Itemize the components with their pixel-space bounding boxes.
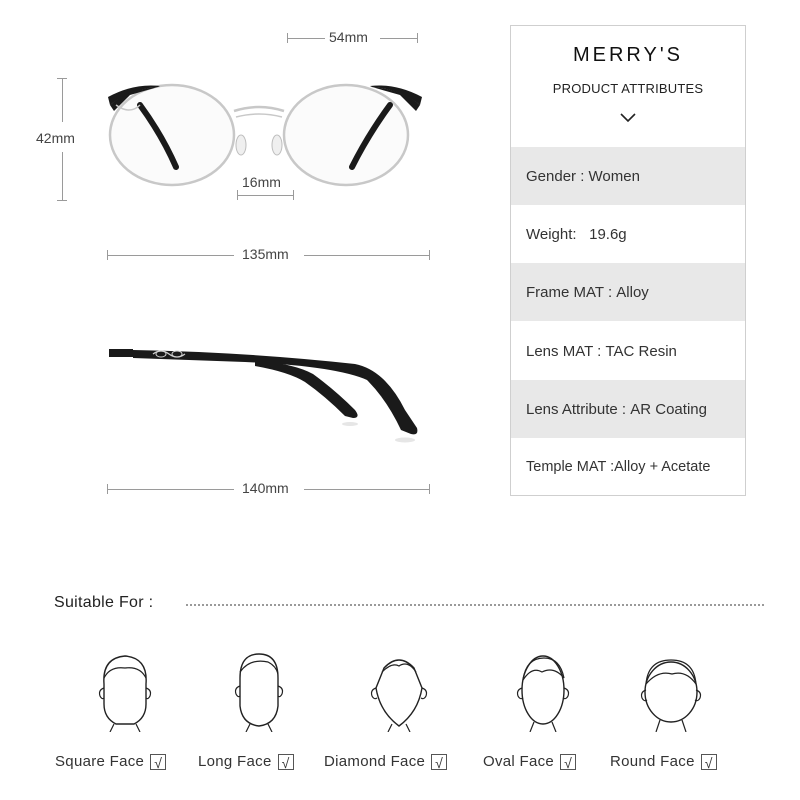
lens-width-tick-right [417,33,418,43]
lens-width-tick-left [287,33,288,43]
frame-width-line-right [304,255,429,256]
lens-height-tick-bottom [57,200,67,201]
product-attributes-panel [510,25,746,496]
frame-width-tick-right [429,250,430,260]
face-option-diamond [324,753,447,770]
attr-value: Alloy [616,283,649,301]
face-label-text: Diamond Face [324,753,426,770]
attr-label: Weight: [526,225,577,243]
temple-length-label: 140mm [242,480,289,496]
attr-row-lens-mat [511,322,745,380]
attr-row-gender [511,147,745,205]
diamond-face-icon [364,648,434,732]
temple-tick-left [107,484,108,494]
attr-label: Lens MAT : [526,342,602,360]
attr-label: Gender : [526,167,585,185]
attr-value: TAC Resin [605,342,677,360]
check-icon: √ [431,754,447,770]
check-icon: √ [278,754,294,770]
frame-width-label: 135mm [242,246,289,262]
attr-row-weight [511,205,745,263]
face-label-text: Oval Face [483,753,555,770]
attr-value: AR Coating [630,400,707,418]
check-icon: √ [150,754,166,770]
attr-row-temple-mat [511,438,745,496]
attr-row-frame-mat [511,263,745,321]
bridge-label: 16mm [242,174,281,190]
lens-width-line-right [380,38,418,39]
attr-label: Lens Attribute : [526,400,627,418]
frame-width-line-left [107,255,234,256]
temple-line-left [107,489,234,490]
square-face-icon [90,648,160,732]
face-option-oval [483,753,576,770]
round-face-icon [636,648,706,732]
attributes-title: PRODUCT ATTRIBUTES [552,81,704,96]
lens-height-tick-top [57,78,67,79]
brand-logo: MERRY'S [572,44,684,66]
attr-value: Women [588,167,640,185]
dotted-divider [186,604,764,606]
bridge-tick-right [293,190,294,200]
suitable-for-label: Suitable For : [54,594,154,611]
attr-value: Alloy + Acetate [614,459,711,475]
lens-height-line-top [62,78,63,122]
face-option-long [198,753,294,770]
glasses-side-icon [105,340,435,450]
lens-height-label: 42mm [36,130,75,146]
check-icon: √ [560,754,576,770]
face-option-square [55,753,166,770]
lens-width-label: 54mm [329,29,368,45]
face-label-text: Round Face [610,753,695,770]
lens-width-line-left [287,38,325,39]
lens-height-line-bottom [62,152,63,200]
bridge-tick-left [237,190,238,200]
attr-value: 19.6g [589,225,627,243]
oval-face-icon [508,648,578,732]
frame-width-tick-left [107,250,108,260]
attr-label: Frame MAT : [526,283,613,301]
check-icon: √ [701,754,717,770]
chevron-down-icon [619,112,637,124]
temple-line-right [304,489,429,490]
temple-tick-right [429,484,430,494]
face-label-text: Long Face [198,753,272,770]
attr-row-lens-attribute [511,380,745,438]
face-option-round [610,753,717,770]
attr-label: Temple MAT : [526,459,615,475]
long-face-icon [224,648,294,732]
face-label-text: Square Face [55,753,145,770]
bridge-line [237,195,293,196]
